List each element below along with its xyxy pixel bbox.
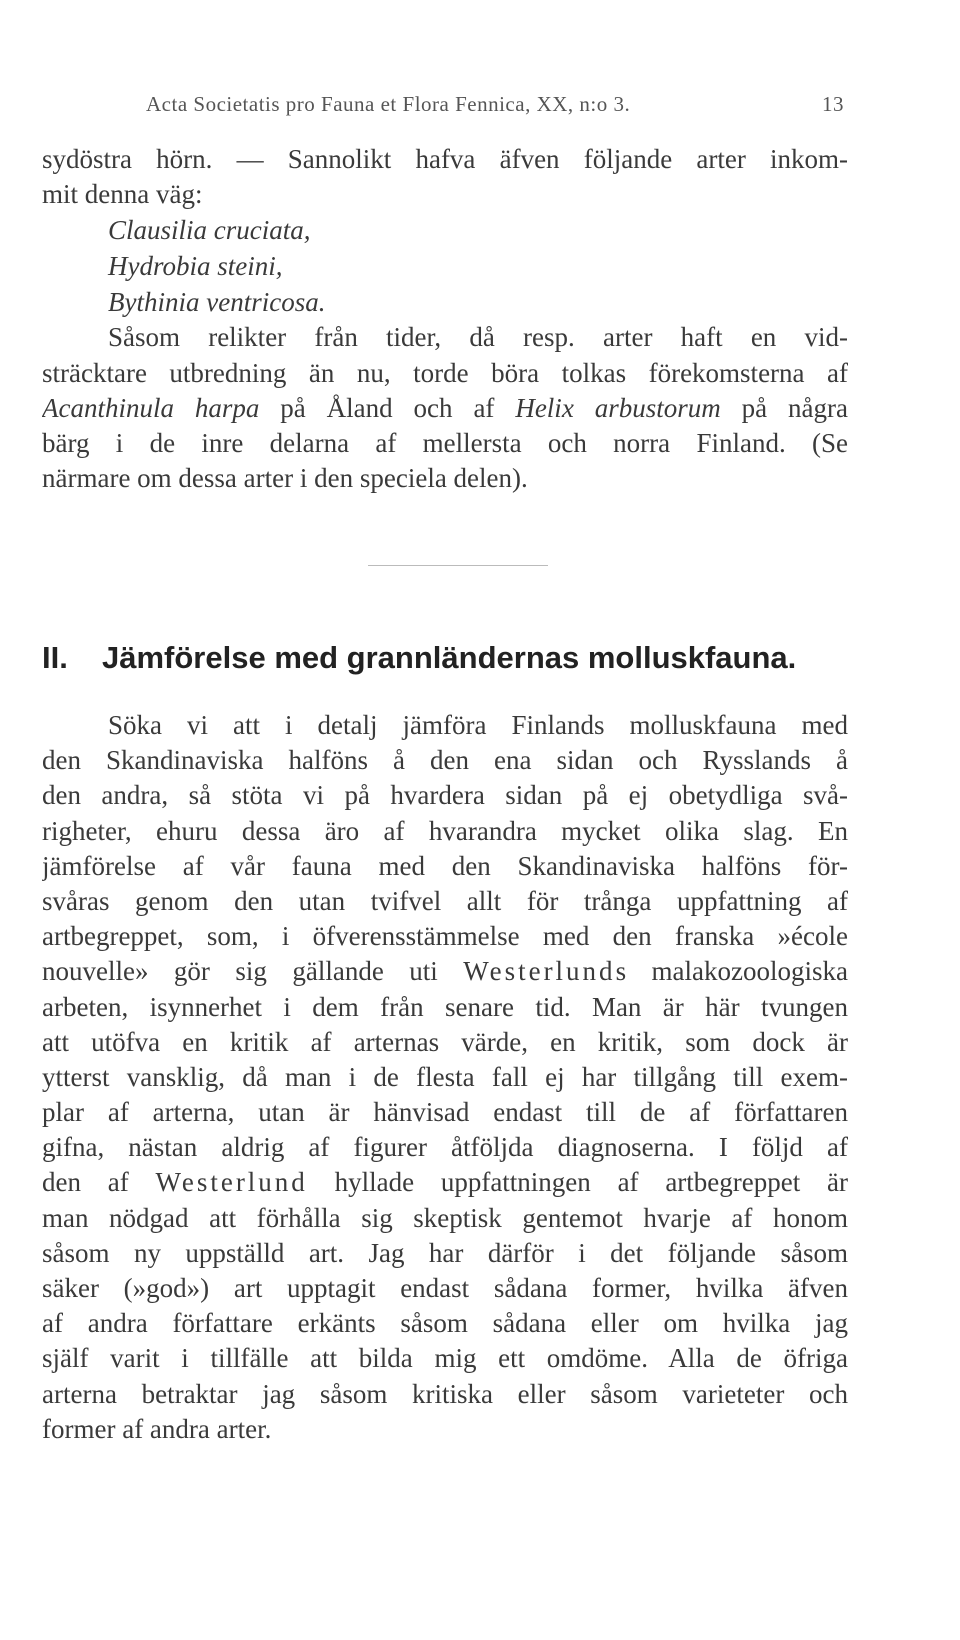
author-name: Westerlund [155,1167,308,1198]
text-line: jämförelse af vår fauna med den Skandinaviska halföns för- [42,850,848,881]
text-line: bärg i de inre delarna af mellersta och norra Finland. (Se [42,427,848,458]
text-line: righeter, ehuru dessa äro af hvarandra mycket olika slag. En [42,815,848,846]
running-head [0,92,960,122]
text-line: såsom ny uppställd art. Jag har därför i det följande såsom [42,1237,848,1268]
text-line: man nödgad att förhålla sig skeptisk gentemot hvarje af honom [42,1202,848,1233]
journal-title: Acta Societatis pro Fauna et Flora Fennica, XX, n:o 3. [146,92,631,116]
text-line-with-italics: Acanthinula harpa på Åland och af Helix arbustorum på några [42,392,848,423]
text-line: själf varit i tillfälle att bilda mig ett omdöme. Alla de öfriga [42,1343,848,1374]
section1-text [42,142,848,496]
text-line: former af andra arter. [42,1413,272,1444]
species-name: Clausilia cruciata, [108,215,311,246]
text-line: närmare om dessa arter i den speciela delen). [42,463,528,494]
section-divider [368,565,548,566]
text-line: mit denna väg: [42,179,203,210]
text-line: Söka vi att i detalj jämföra Finlands molluskfauna med [108,710,848,740]
species-name: Acanthinula harpa [42,392,260,423]
text-line: plar af arterna, utan är hänvisad endast till de af författaren [42,1097,848,1128]
text-line: den Skandinaviska halföns å den ena sidan och Rysslands å [42,745,848,776]
text-line: arterna betraktar jag såsom kritiska eller såsom varieteter och [42,1378,848,1409]
species-name: Helix arbustorum [515,392,721,423]
text-line: artbegreppet, som, i öfverensstämmelse med den franska »école [42,921,848,952]
author-name: Westerlund [463,956,616,987]
species-name: Bythinia ventricosa. [108,287,326,318]
text-line: den andra, så stöta vi på hvardera sidan på ej obetydliga svå- [42,780,848,811]
text-line: svåras genom den utan tvifvel allt för trånga uppfattning af [42,885,848,916]
text-line: säker (»god») art upptagit endast sådana former, hvilka äfven [42,1273,848,1303]
section-title: Jämförelse med grannländernas molluskfauna. [102,640,797,675]
species-name: Hydrobia steini, [108,251,283,282]
page-number: 13 [822,92,844,116]
section-heading [42,640,862,676]
text-line: sträcktare utbredning än nu, torde böra tolkas förekomsterna af [42,357,848,388]
text-line: Såsom relikter från tider, då resp. arter haft en vid- [108,322,848,353]
text-line: arbeten, isynnerhet i dem från senare tid. Man är här tvungen [42,991,848,1022]
section2-text [42,708,848,1447]
section-number: II. [42,640,68,675]
text-line: den af Westerlund hyllade uppfattningen af artbegreppet är [42,1167,848,1198]
text-line: af andra författare erkänts såsom sådana eller om hvilka jag [42,1308,848,1339]
text-line: gifna, nästan aldrig af figurer åtföljda diagnoserna. I följd af [42,1132,848,1163]
text-line: sydöstra hörn. — Sannolikt hafva äfven följande arter inkom- [42,144,848,174]
text-line: att utöfva en kritik af arternas värde, en kritik, som dock är [42,1026,848,1057]
text-line: ytterst vansklig, då man i de flesta fall ej har tillgång till exem- [42,1061,848,1092]
text-line: nouvelle» gör sig gällande uti Westerlunds malakozoologiska [42,956,848,987]
